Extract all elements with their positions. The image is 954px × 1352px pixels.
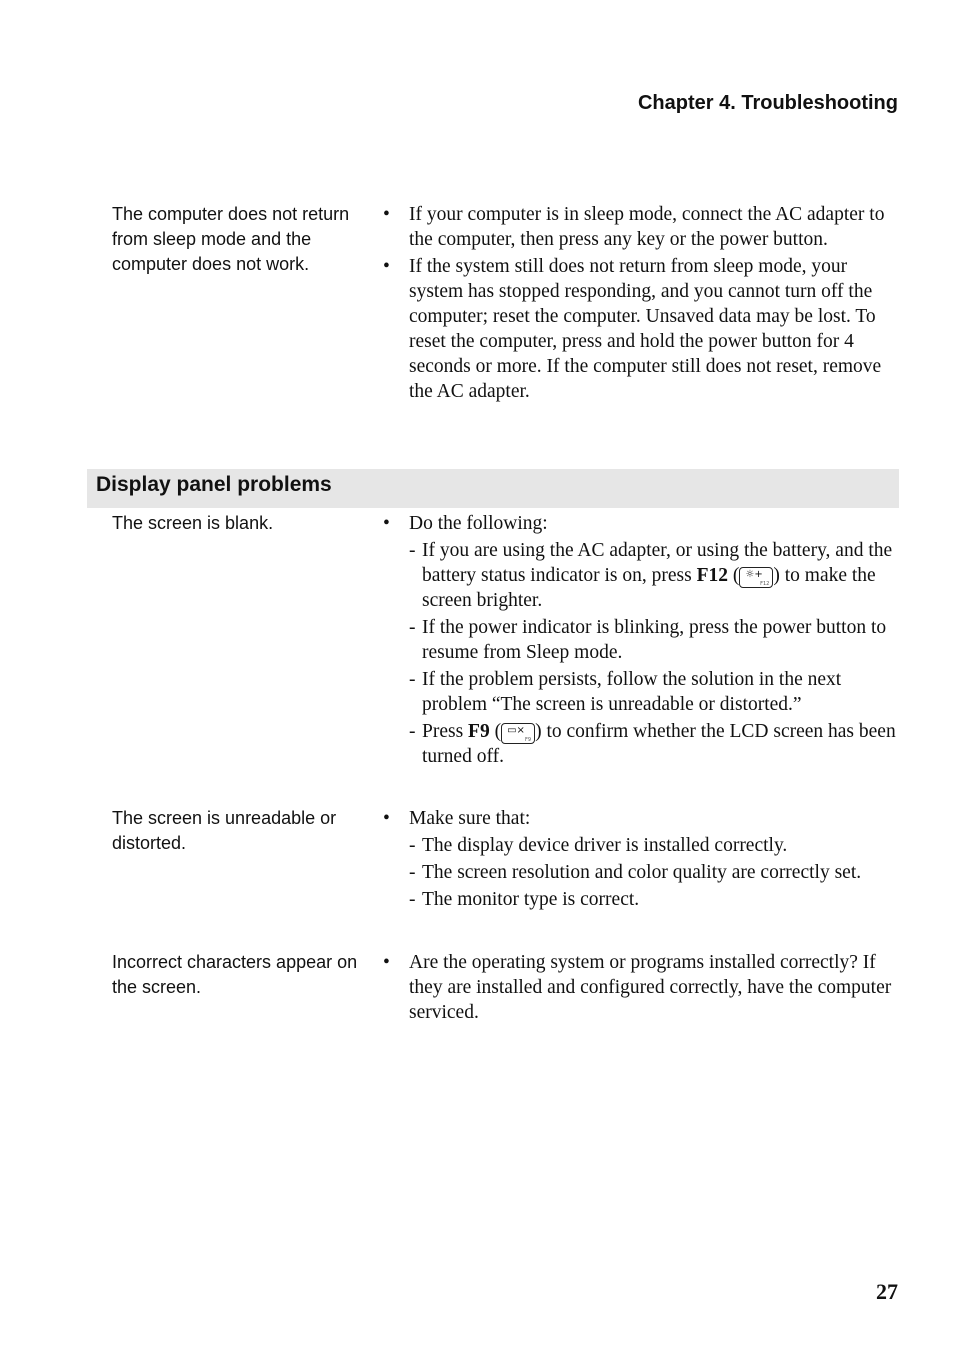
f12-key-name: F12: [696, 565, 728, 586]
sub-item: - If you are using the AC adapter, or using the battery, and the battery status indicator is on, press F12 ( ☼+ F12 ) to make the screen brighter.: [409, 540, 893, 611]
section-title: Display panel problems: [96, 473, 332, 496]
list-item: • Make sure that:: [383, 808, 531, 829]
sub-item: - The screen resolution and color quality are correctly set.: [409, 862, 862, 883]
sub-item: - The display device driver is installed correctly.: [409, 835, 788, 856]
problem-screen-unreadable: The screen is unreadable or distorted.: [112, 808, 337, 853]
f9-key-name: F9: [468, 721, 490, 742]
list-item: • If the system still does not return from sleep mode, your system has stopped responding, and you cannot turn off the computer; reset the computer. Unsaved data may be lost. To reset the computer, press and hold the power button for 4 seconds or more. If the computer still does not reset, remove the AC adapter.: [383, 256, 882, 402]
list-item: • Do the following:: [383, 513, 548, 534]
solution-sleep-mode: [383, 202, 903, 406]
list-item: • Are the operating system or programs installed correctly? If they are installed and configured correctly, have the computer serviced.: [383, 952, 892, 1023]
problem-screen-blank: The screen is blank.: [112, 513, 274, 533]
page-number: 27: [876, 1279, 898, 1304]
display-off-icon: ▭× F9: [501, 723, 535, 744]
sub-item: - Press F9 ( ▭× F9 ) to confirm whether the LCD screen has been turned off.: [409, 721, 896, 767]
section-band: [87, 469, 899, 508]
solution-screen-blank: [383, 511, 903, 771]
sub-item: - If the problem persists, follow the solution in the next problem “The screen is unreadable or distorted.”: [409, 669, 842, 715]
problem-sleep-mode: The computer does not return from sleep mode and the computer does not work.: [112, 204, 350, 274]
list-item: • If your computer is in sleep mode, connect the AC adapter to the computer, then press any key or the power button.: [383, 204, 885, 250]
solution-screen-unreadable: [383, 806, 903, 914]
chapter-header: Chapter 4. Troubleshooting: [637, 92, 898, 114]
problem-incorrect-characters: Incorrect characters appear on the screen.: [112, 952, 358, 997]
brightness-up-icon: ☼+ F12: [739, 567, 773, 588]
solution-incorrect-characters: [383, 950, 903, 1027]
sub-item: - The monitor type is correct.: [409, 889, 640, 910]
sub-item: - If the power indicator is blinking, press the power button to resume from Sleep mode.: [409, 617, 887, 663]
